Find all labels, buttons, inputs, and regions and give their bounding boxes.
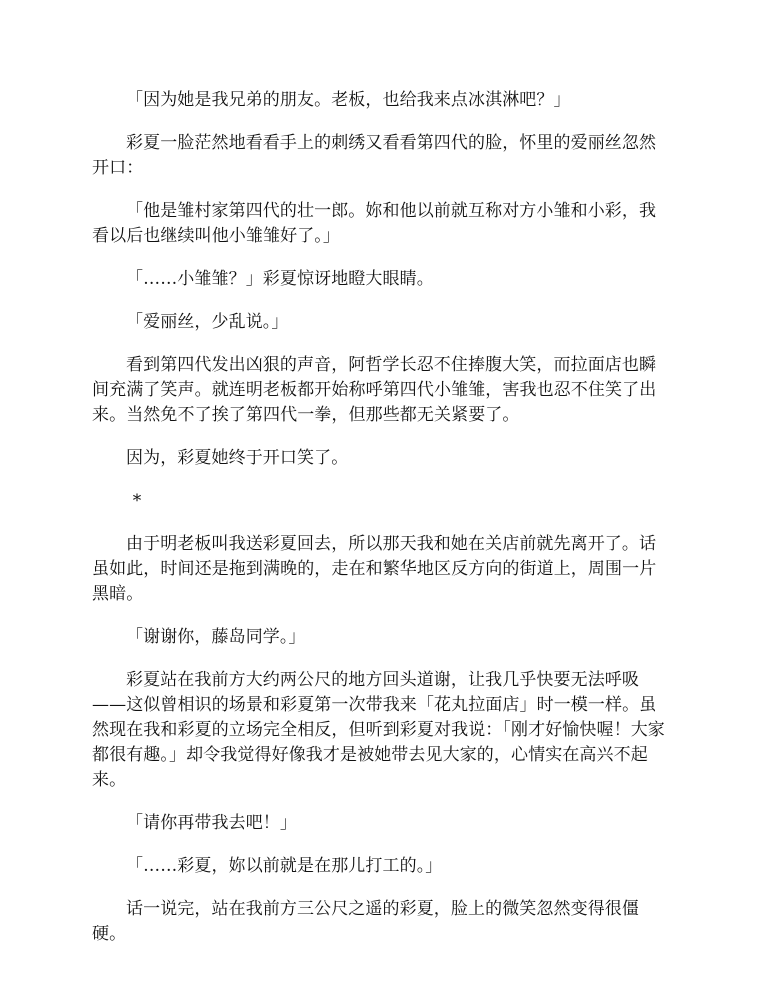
paragraph: 彩夏站在我前方大约两公尺的地方回头道谢，让我几乎快要无法呼吸——这似曾相识的场景和彩夏第一次带我来「花丸拉面店」时一模一样。虽然现在我和彩夏的立场完全相反，但听到彩夏对我说：「刚才好愉快喔！大家都很有趣。」却令我觉得好像我才是被她带去见大家的，心情实在高兴不起来。 <box>92 670 665 790</box>
paragraph: 因为，彩夏她终于开口笑了。 <box>126 448 349 468</box>
paragraph: 彩夏一脸茫然地看看手上的刺绣又看看第四代的脸，怀里的爱丽丝忽然开口： <box>92 133 657 178</box>
paragraph: 「谢谢你，藤岛同学。」 <box>126 627 306 647</box>
section-separator: * <box>132 491 142 511</box>
paragraph: 「因为她是我兄弟的朋友。老板，也给我来点冰淇淋吧？」 <box>126 90 571 110</box>
paragraph: 「请你再带我去吧！」 <box>126 813 297 833</box>
paragraph: 看到第四代发出凶狠的声音，阿哲学长忍不住捧腹大笑，而拉面店也瞬间充满了笑声。就连明老板都开始称呼第四代小雏雏，害我也忍不住笑了出来。当然免不了挨了第四代一拳，但那些都无关紧要了。 <box>92 355 657 425</box>
paragraph: 「他是雏村家第四代的壮一郎。妳和他以前就互称对方小雏和小彩，我看以后也继续叫他小雏雏好了。」 <box>92 201 657 246</box>
paragraph: 「……小雏雏？」彩夏惊讶地瞪大眼睛。 <box>126 269 434 289</box>
paragraph: 「爱丽丝，少乱说。」 <box>126 312 289 332</box>
paragraph: 话一说完，站在我前方三公尺之遥的彩夏，脸上的微笑忽然变得很僵硬。 <box>92 899 639 944</box>
paragraph: 「……彩夏，妳以前就是在那儿打工的。」 <box>126 856 443 876</box>
paragraph: 由于明老板叫我送彩夏回去，所以那天我和她在关店前就先离开了。话虽如此，时间还是拖到满晚的，走在和繁华地区反方向的街道上，周围一片黑暗。 <box>92 534 657 604</box>
